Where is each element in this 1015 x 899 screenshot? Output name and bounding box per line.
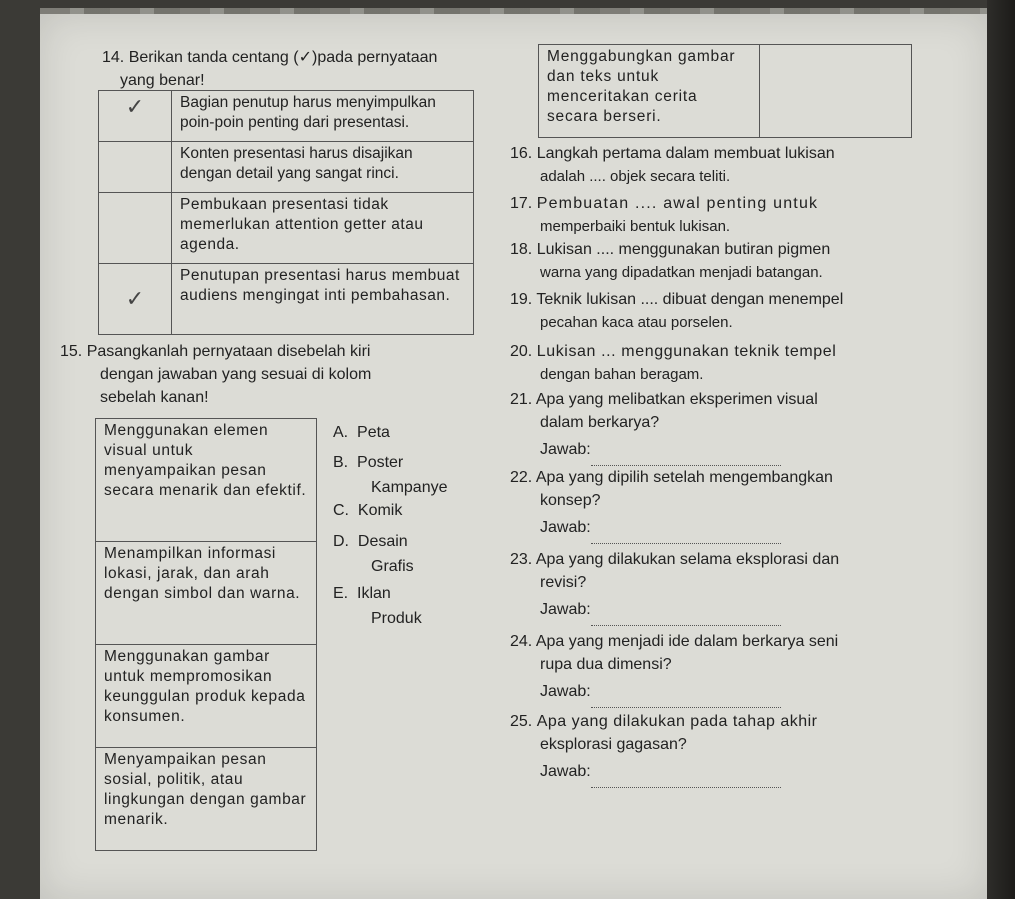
q14-row bbox=[99, 264, 474, 335]
answer-line[interactable] bbox=[591, 693, 781, 708]
question-18: 18. Lukisan .... menggunakan butiran pigmen warna yang dipadatkan menjadi batangan. bbox=[510, 241, 831, 282]
q14-statement: Bagian penutup harus menyimpulkan poin-poin penting dari presentasi. bbox=[172, 91, 474, 142]
q14-statement: Penutupan presentasi harus membuat audiens mengingat inti pembahasan. bbox=[172, 264, 474, 335]
q14-checkbox-cell[interactable] bbox=[99, 142, 172, 193]
question-24: 24. Apa yang menjadi ide dalam berkarya seni rupa dua dimensi? Jawab: bbox=[510, 630, 838, 708]
q15-option-a: A. Peta bbox=[333, 424, 390, 441]
question-20: 20. Lukisan ... menggunakan teknik tempel dengan bahan beragam. bbox=[510, 343, 837, 384]
answer-line[interactable] bbox=[591, 611, 781, 626]
check-mark-icon: ✓ bbox=[125, 285, 145, 311]
q14-statement: Konten presentasi harus disajikan dengan detail yang sangat rinci. bbox=[172, 142, 474, 193]
q15-option-d: D. Desain Grafis bbox=[333, 533, 414, 575]
answer-line[interactable] bbox=[591, 529, 781, 544]
check-mark-icon: ✓ bbox=[125, 94, 145, 119]
question-17: 17. Pembuatan .... awal penting untuk memperbaiki bentuk lukisan. bbox=[510, 195, 819, 236]
question-21: 21. Apa yang melibatkan eksperimen visual dalam berkarya? Jawab: bbox=[510, 388, 818, 466]
q15-statement: Menampilkan informasi lokasi, jarak, dan arah dengan simbol dan warna. bbox=[96, 542, 317, 645]
top-right-blank-cell bbox=[760, 45, 912, 138]
q15-statement: Menggunakan gambar untuk mempromosikan keunggulan produk kepada konsumen. bbox=[96, 645, 317, 748]
q14-checkbox-cell[interactable] bbox=[99, 193, 172, 264]
q14-checkbox-cell[interactable] bbox=[99, 91, 172, 142]
q14-text-line2: yang benar! bbox=[120, 72, 205, 90]
question-19: 19. Teknik lukisan .... dibuat dengan menempel pecahan kaca atau porselen. bbox=[510, 291, 844, 332]
q15-statement: Menggunakan elemen visual untuk menyampaikan pesan secara menarik dan efektif. bbox=[96, 419, 317, 542]
question-23: 23. Apa yang dilakukan selama eksplorasi dan revisi? Jawab: bbox=[510, 548, 839, 626]
q15-text-line1: Pasangkanlah pernyataan disebelah kiri bbox=[86, 343, 371, 360]
q14-checkbox-cell[interactable] bbox=[99, 264, 172, 335]
q15-text-line2: dengan jawaban yang sesuai di kolom bbox=[100, 366, 372, 384]
question-16: 16. Langkah pertama dalam membuat lukisan adalah .... objek secara teliti. bbox=[510, 145, 835, 186]
question-22: 22. Apa yang dipilih setelah mengembangkan konsep? Jawab: bbox=[510, 466, 833, 544]
q14-table bbox=[98, 90, 474, 335]
page-shadow-edge bbox=[987, 0, 1015, 899]
q14-row bbox=[99, 193, 474, 264]
q14-row bbox=[99, 91, 474, 142]
q15-number: 15. bbox=[60, 343, 83, 360]
top-right-table bbox=[538, 44, 912, 138]
top-right-statement: Menggabungkan gambar dan teks untuk menceritakan cerita secara berseri. bbox=[539, 45, 760, 138]
q15-text-line3: sebelah kanan! bbox=[100, 389, 209, 407]
q14-row bbox=[99, 142, 474, 193]
q14-number: 14. bbox=[102, 49, 125, 66]
question-25: 25. Apa yang dilakukan pada tahap akhir eksplorasi gagasan? Jawab: bbox=[510, 710, 818, 788]
q14-statement: Pembukaan presentasi tidak memerlukan attention getter atau agenda. bbox=[172, 193, 474, 264]
q15-instruction bbox=[60, 340, 500, 410]
q15-option-b: B. Poster Kampanye bbox=[333, 454, 448, 496]
q14-text-line1: Berikan tanda centang (✓)pada pernyataan bbox=[128, 49, 438, 66]
q15-statement: Menyampaikan pesan sosial, politik, atau lingkungan dengan gambar menarik. bbox=[96, 748, 317, 851]
q15-option-e: E. Iklan Produk bbox=[333, 585, 422, 627]
q15-statements-table bbox=[95, 418, 317, 851]
q15-option-c: C. Komik bbox=[333, 502, 403, 519]
answer-line[interactable] bbox=[591, 451, 781, 466]
answer-line[interactable] bbox=[591, 773, 781, 788]
q14-instruction bbox=[102, 46, 437, 92]
